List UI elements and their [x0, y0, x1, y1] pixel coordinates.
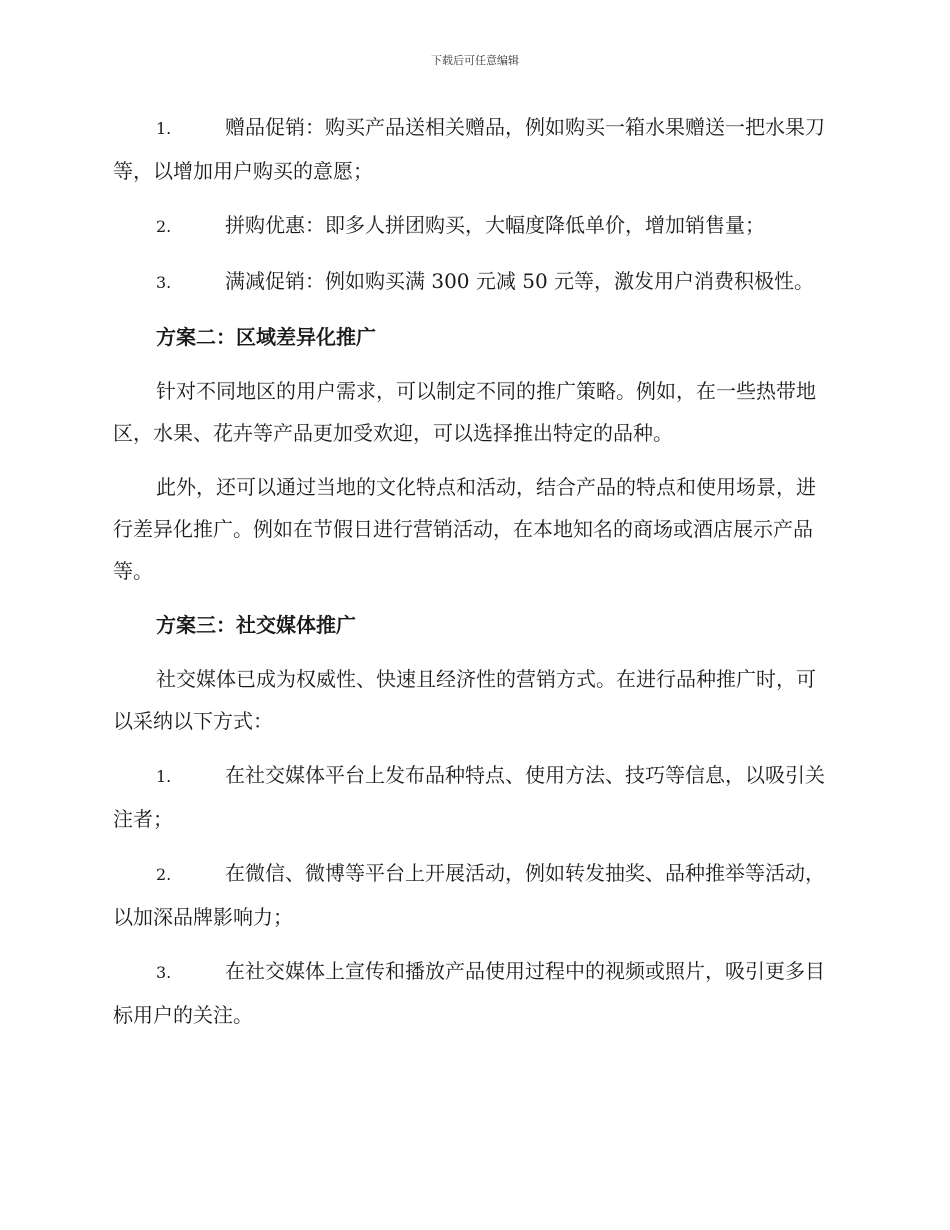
list-number: 1.	[156, 119, 172, 138]
list-number: 2.	[156, 217, 172, 236]
list-text: 在微信、微博等平台上开展活动，例如转发抽奖、品种推举等活动，以加深品牌影响力；	[113, 861, 825, 929]
list-text: 赠品促销：购买产品送相关赠品，例如购买一箱水果赠送一把水果刀等，以增加用户购买的意愿；	[113, 115, 825, 183]
list-item	[113, 106, 833, 192]
list-item	[113, 754, 833, 840]
list-item	[113, 950, 833, 1036]
section-heading: 方案二：区域差异化推广	[156, 325, 376, 349]
list-text: 拼购优惠：即多人拼团购买，大幅度降低单价，增加销售量；	[225, 213, 765, 237]
section-heading: 方案三：社交媒体推广	[156, 613, 356, 637]
paragraph: 针对不同地区的用户需求，可以制定不同的推广策略。例如，在一些热带地区，水果、花卉等产品更加受欢迎，可以选择推出特定的品种。	[113, 379, 816, 445]
list-text: 满减促销：例如购买满 300 元减 50 元等，激发用户消费积极性。	[225, 269, 815, 293]
page-header: 下载后可任意编辑	[431, 54, 519, 67]
list-number: 2.	[156, 865, 172, 884]
list-number: 3.	[156, 963, 172, 982]
list-number: 3.	[156, 273, 172, 292]
list-number: 1.	[156, 767, 172, 786]
list-text: 在社交媒体平台上发布品种特点、使用方法、技巧等信息，以吸引关注者；	[113, 763, 825, 831]
list-text: 在社交媒体上宣传和播放产品使用过程中的视频或照片，吸引更多目标用户的关注。	[113, 959, 825, 1027]
list-item	[113, 260, 833, 304]
paragraph: 此外，还可以通过当地的文化特点和活动，结合产品的特点和使用场景，进行差异化推广。例如在节假日进行营销活动，在本地知名的商场或酒店展示产品等。	[113, 475, 816, 583]
list-item	[113, 852, 833, 938]
list-item	[113, 204, 833, 248]
paragraph: 社交媒体已成为权威性、快速且经济性的营销方式。在进行品种推广时，可以采纳以下方式：	[113, 667, 816, 733]
document-body	[113, 106, 833, 1048]
